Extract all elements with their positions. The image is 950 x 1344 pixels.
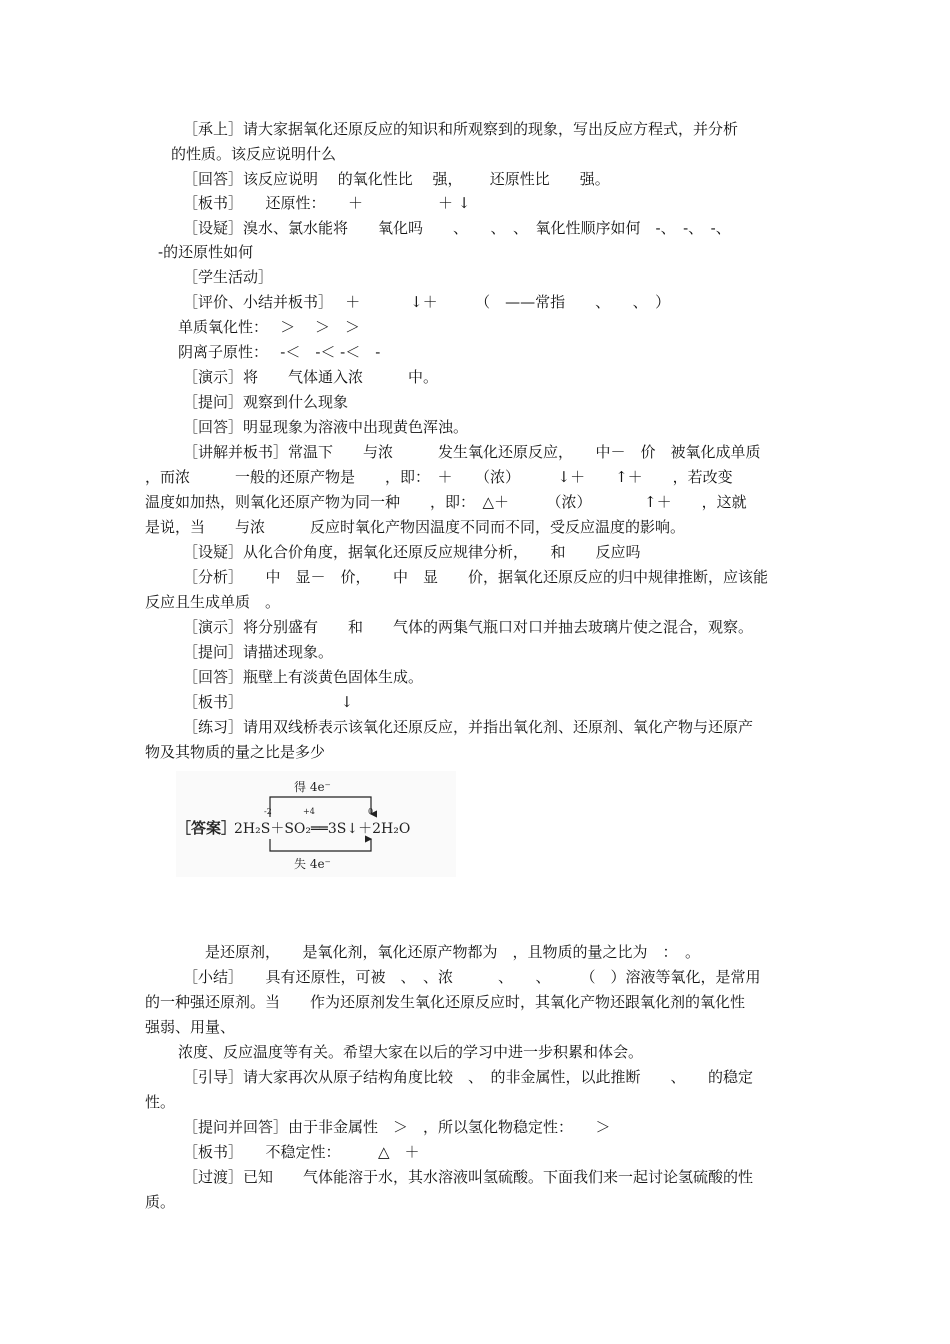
text-line: ［评价、小结并板书］ ＋ ↓＋ （ ——常指 、 、 ）: [183, 293, 671, 311]
text-line: ［演示］将分别盛有 和 气体的两集气瓶口对口并抽去玻璃片使之混合，观察。: [183, 618, 754, 636]
text-line: ［提问并回答］由于非金属性 ＞ ，所以氢化物稳定性： ＞: [183, 1118, 611, 1136]
ox-state-s-minus2: -2: [264, 807, 272, 816]
lose-bridge-line: [270, 839, 371, 851]
text-line: 的一种强还原剂。当 作为还原剂发生氧化还原反应时，其氧化产物还跟氧化剂的氧化性: [145, 993, 746, 1011]
answer-label: ［答案］: [176, 819, 237, 837]
text-line: 单质氧化性： ＞ ＞ ＞: [178, 318, 361, 336]
text-line: ［提问］观察到什么现象: [183, 393, 349, 411]
equation-text: 2H₂S＋SO₂══3S↓＋2H₂O: [234, 821, 411, 837]
redox-double-bridge-figure: [176, 771, 456, 877]
text-line: 反应且生成单质 。: [145, 593, 281, 611]
text-line: ［板书］ 不稳定性： △ ＋: [183, 1143, 420, 1161]
text-line: ［小结］ 具有还原性，可被 、 、浓 、 、 （ ）溶液等氧化，是常用: [183, 968, 761, 986]
gain-electrons-label: 得 4e⁻: [294, 780, 331, 794]
ox-state-s-plus4: +4: [303, 807, 315, 816]
text-line: 性。: [145, 1093, 176, 1111]
lose-electrons-label: 失 4e⁻: [294, 857, 331, 871]
text-line: -的还原性如何: [158, 243, 254, 261]
gain-bridge-line: [270, 797, 374, 817]
text-line: ［练习］请用双线桥表示该氧化还原反应，并指出氧化剂、还原剂、氧化产物与还原产: [183, 718, 754, 736]
text-line: 温度如加热，则氧化还原产物为同一种 ，即： △＋ （浓） ↑＋ ，这就: [145, 493, 747, 511]
text-line: ［提问］请描述现象。: [183, 643, 334, 661]
text-line: ，而浓 一般的还原产物是 ，即： ＋ （浓） ↓＋ ↑＋ ，若改变: [145, 468, 733, 486]
text-line: 是说，当 与浓 反应时氧化产物因温度不同而不同，受反应温度的影响。: [145, 518, 686, 536]
text-line: 物及其物质的量之比是多少: [145, 743, 326, 761]
redox-diagram: [176, 771, 456, 877]
text-line: ［演示］将 气体通入浓 中。: [183, 368, 439, 386]
text-line: 阴离子原性： -＜ -＜ -＜ -: [178, 343, 381, 361]
text-line: 质。: [145, 1193, 176, 1211]
text-line: ［回答］明显现象为溶液中出现黄色浑浊。: [183, 418, 469, 436]
text-line: ［讲解并板书］常温下 与浓 发生氧化还原反应， 中－ 价 被氧化成单质: [183, 443, 761, 461]
text-line: ［过渡］已知 气体能溶于水，其水溶液叫氢硫酸。下面我们来一起讨论氢硫酸的性: [183, 1168, 754, 1186]
ox-state-s-zero: 0: [368, 807, 374, 816]
text-line: ［回答］瓶壁上有淡黄色固体生成。: [183, 668, 424, 686]
text-line: 强弱、用量、: [145, 1018, 236, 1036]
text-line: ［回答］该反应说明 的氧化性比 强， 还原性比 强。: [183, 170, 610, 188]
text-line: ［板书］ ↓: [183, 693, 354, 711]
text-line: ［学生活动］: [183, 268, 274, 286]
text-line: ［引导］请大家再次从原子结构角度比较 、 的非金属性，以此推断 、 的稳定: [183, 1068, 754, 1086]
text-line: ［设疑］溴水、氯水能将 氧化吗 、 、 、 氧化性顺序如何 -、 -、 -、: [183, 219, 731, 237]
text-line: ［板书］ 还原性： ＋ ＋ ↓: [183, 194, 471, 212]
text-line: ［分析］ 中 显－ 价， 中 显 价，据氧化还原反应的归中规律推断，应该能: [183, 568, 769, 586]
text-line: 是还原剂， 是氧化剂，氧化还原产物都为 ，且物质的量之比为 ： 。: [205, 943, 701, 961]
text-line: 的性质。该反应说明什么: [171, 145, 337, 163]
text-line: ［设疑］从化合价角度，据氧化还原反应规律分析， 和 反应吗: [183, 543, 641, 561]
text-line: 浓度、反应温度等有关。希望大家在以后的学习中进一步积累和体会。: [178, 1043, 644, 1061]
text-line: ［承上］请大家据氧化还原反应的知识和所观察到的现象，写出反应方程式，并分析: [183, 120, 739, 138]
